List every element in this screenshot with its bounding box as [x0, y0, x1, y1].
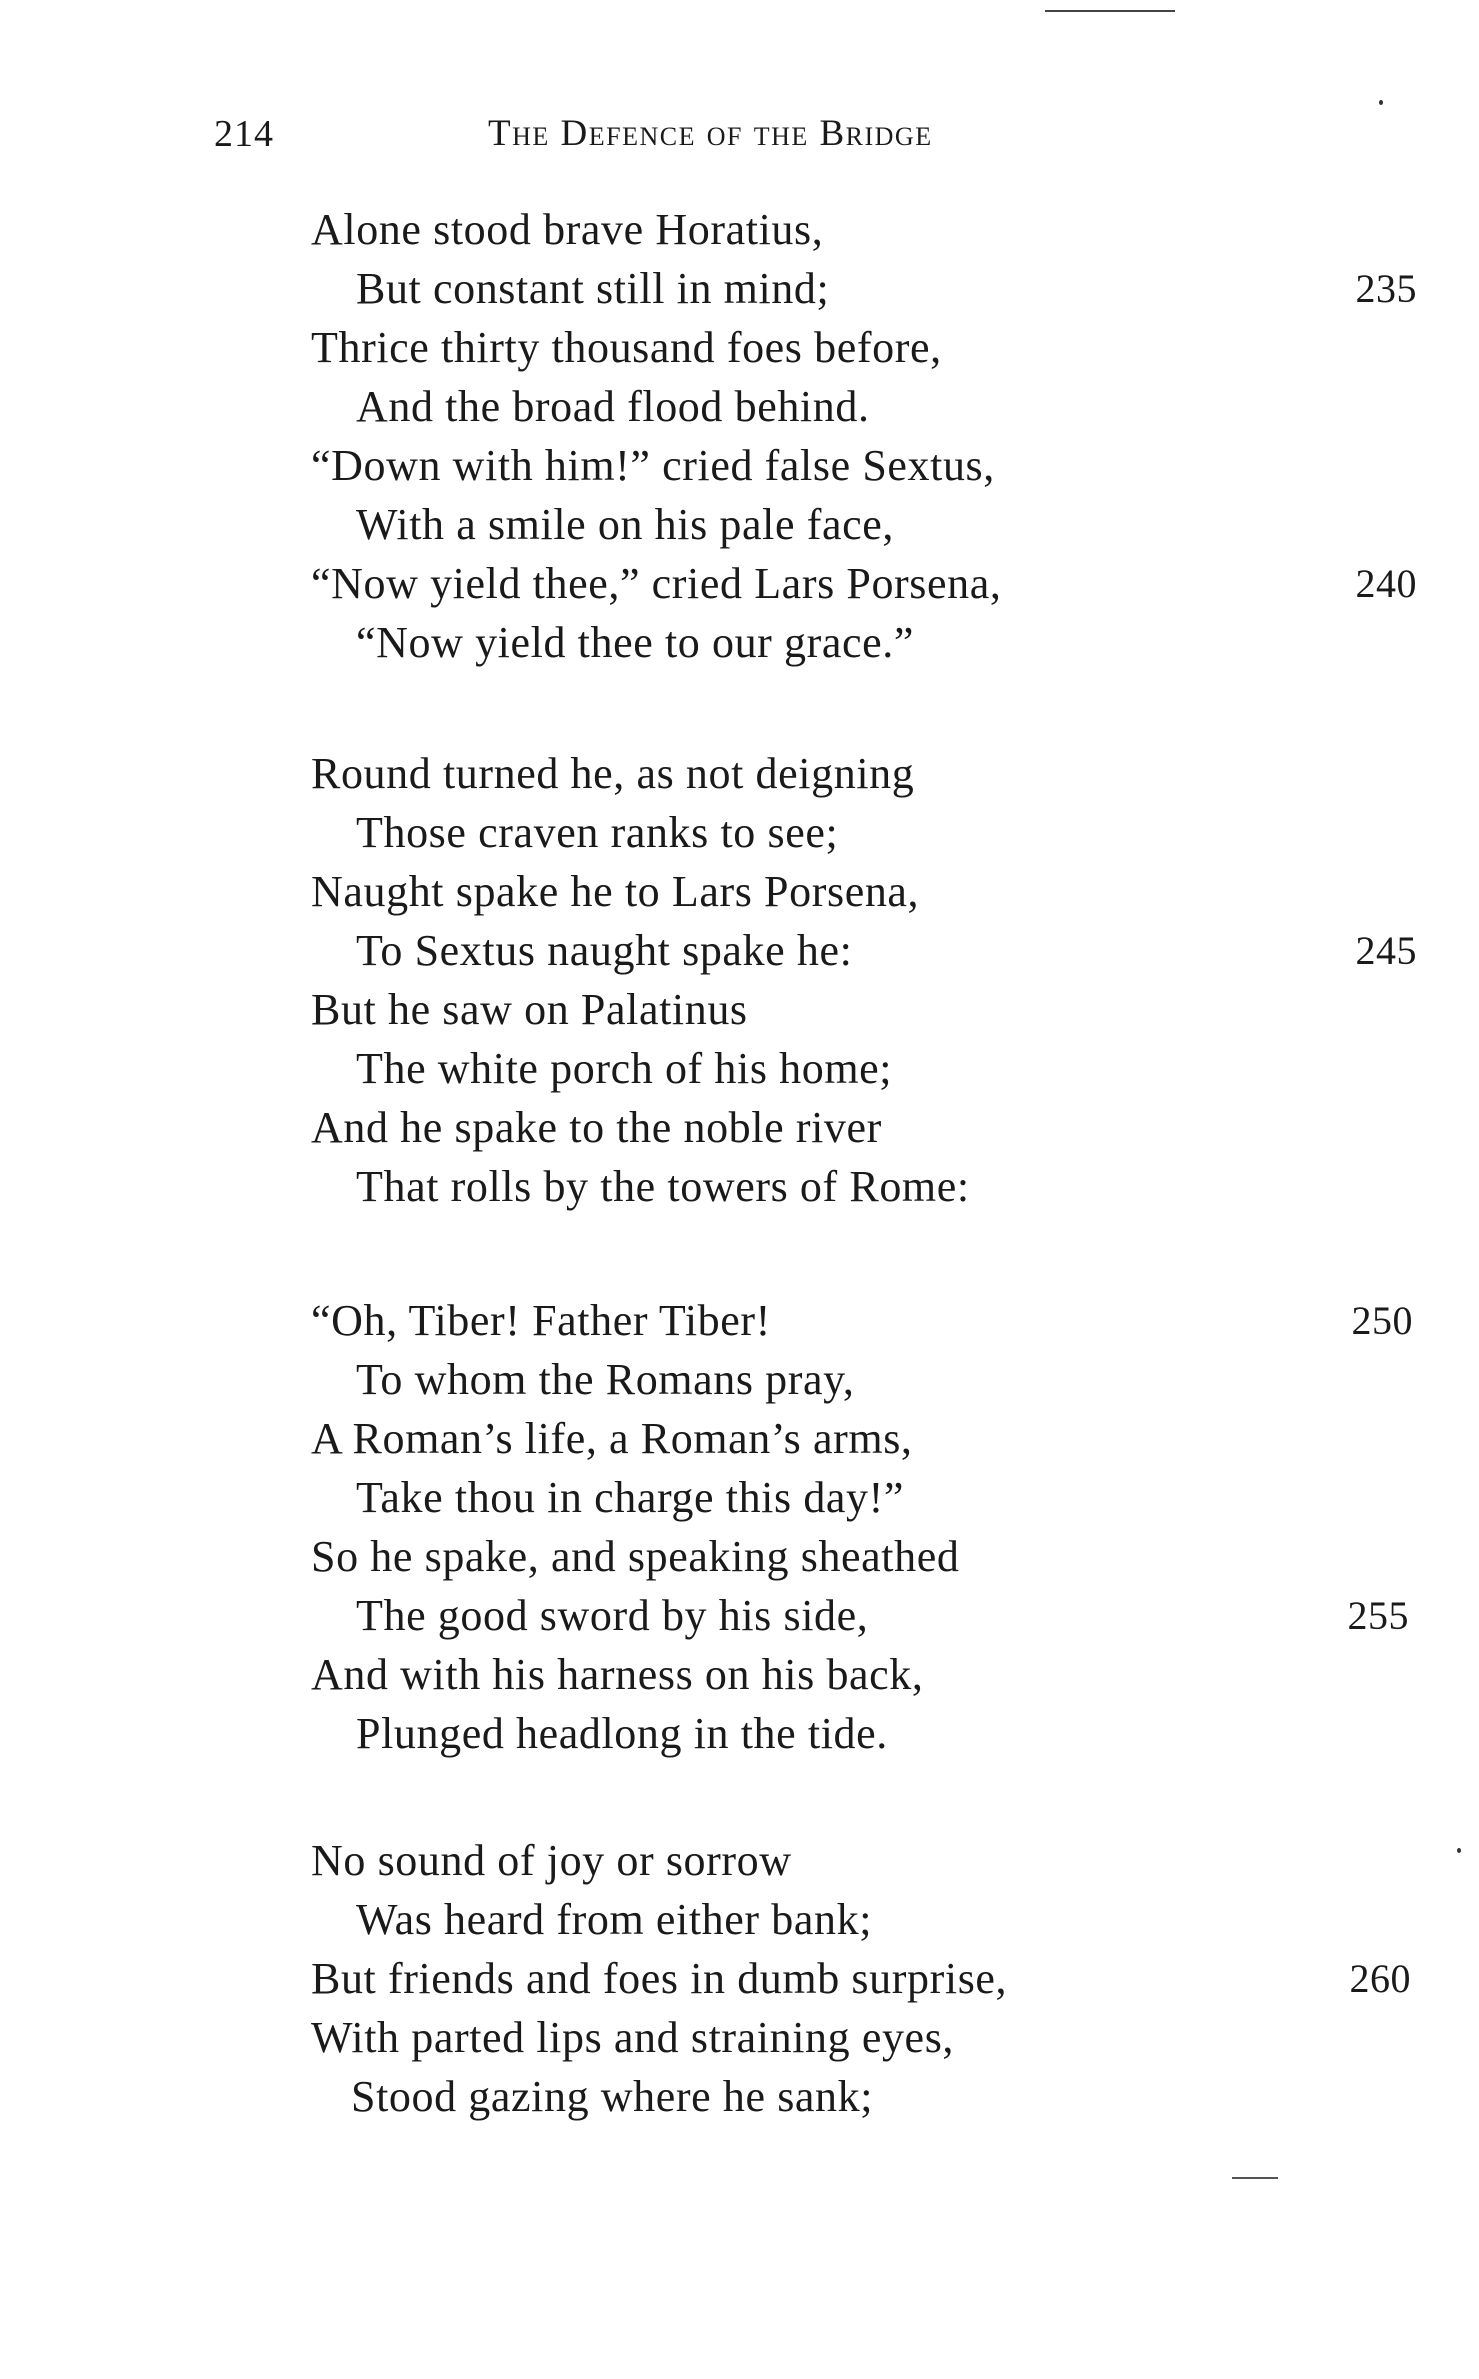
verse-text: To Sextus naught spake he: [356, 926, 853, 975]
verse-text: Take thou in charge this day!” [356, 1473, 905, 1522]
verse-text: But constant still in mind; [356, 264, 830, 313]
verse-text: But friends and foes in dumb surprise, [311, 1954, 1008, 2003]
verse-line [0, 1894, 1479, 1946]
verse-text: And he spake to the noble river [311, 1103, 882, 1152]
verse-text: Stood gazing where he sank; [351, 2072, 874, 2121]
line-number: 260 [1349, 1956, 1411, 2001]
running-title: The Defence of the Bridge [488, 113, 933, 154]
verse-line [0, 925, 1479, 977]
verse-line [0, 1531, 1479, 1583]
verse-text: With parted lips and straining eyes, [311, 2013, 955, 2062]
verse-line [0, 1649, 1479, 1701]
verse-line [0, 440, 1479, 492]
verse-line [0, 204, 1479, 256]
verse-line [0, 617, 1479, 669]
verse-line [0, 1043, 1479, 1095]
verse-line [0, 748, 1479, 800]
line-number: 245 [1355, 928, 1417, 973]
verse-text: Those craven ranks to see; [356, 808, 839, 857]
verse-line [0, 984, 1479, 1036]
verse-text: A Roman’s life, a Roman’s arms, [311, 1414, 913, 1463]
verse-text: That rolls by the towers of Rome: [356, 1162, 970, 1211]
verse-line [0, 1708, 1479, 1760]
verse-line [0, 1354, 1479, 1406]
verse-line [0, 1472, 1479, 1524]
verse-line [0, 558, 1479, 610]
verse-line [0, 1102, 1479, 1154]
verse-line [0, 2012, 1479, 2064]
verse-text: Was heard from either bank; [356, 1895, 873, 1944]
verse-text: With a smile on his pale face, [356, 500, 894, 549]
verse-line [0, 322, 1479, 374]
line-number: 250 [1351, 1298, 1413, 1343]
verse-text: Naught spake he to Lars Porsena, [311, 867, 920, 916]
verse-line [0, 381, 1479, 433]
verse-line [0, 499, 1479, 551]
verse-line [0, 1295, 1479, 1347]
page-number: 214 [214, 113, 274, 155]
verse-text: And with his harness on his back, [311, 1650, 924, 1699]
verse-text: The white porch of his home; [356, 1044, 893, 1093]
verse-text: “Oh, Tiber! Father Tiber! [311, 1296, 771, 1345]
verse-line [0, 866, 1479, 918]
verse-text: The good sword by his side, [356, 1591, 869, 1640]
verse-line [0, 263, 1479, 315]
verse-text: Plunged headlong in the tide. [356, 1709, 888, 1758]
verse-line [0, 1953, 1479, 2005]
verse-text: But he saw on Palatinus [311, 985, 748, 1034]
verse-line [0, 1590, 1479, 1642]
verse-line [0, 807, 1479, 859]
line-number: 240 [1355, 561, 1417, 606]
verse-text: To whom the Romans pray, [356, 1355, 855, 1404]
verse-text: Alone stood brave Horatius, [311, 205, 824, 254]
verse-text: “Now yield thee to our grace.” [356, 618, 914, 667]
verse-text: So he spake, and speaking sheathed [311, 1532, 960, 1581]
verse-text: “Down with him!” cried false Sextus, [311, 441, 995, 490]
line-number: 255 [1347, 1593, 1409, 1638]
verse-text: Thrice thirty thousand foes before, [311, 323, 942, 372]
verse-text: Round turned he, as not deigning [311, 749, 915, 798]
line-number: 235 [1355, 266, 1417, 311]
verse-line [0, 1161, 1479, 1213]
verse-line [0, 2071, 1479, 2123]
verse-line [0, 1413, 1479, 1465]
verse-line [0, 1835, 1479, 1887]
verse-text: No sound of joy or sorrow [311, 1836, 792, 1885]
verse-text: “Now yield thee,” cried Lars Porsena, [311, 559, 1002, 608]
verse-text: And the broad flood behind. [356, 382, 870, 431]
